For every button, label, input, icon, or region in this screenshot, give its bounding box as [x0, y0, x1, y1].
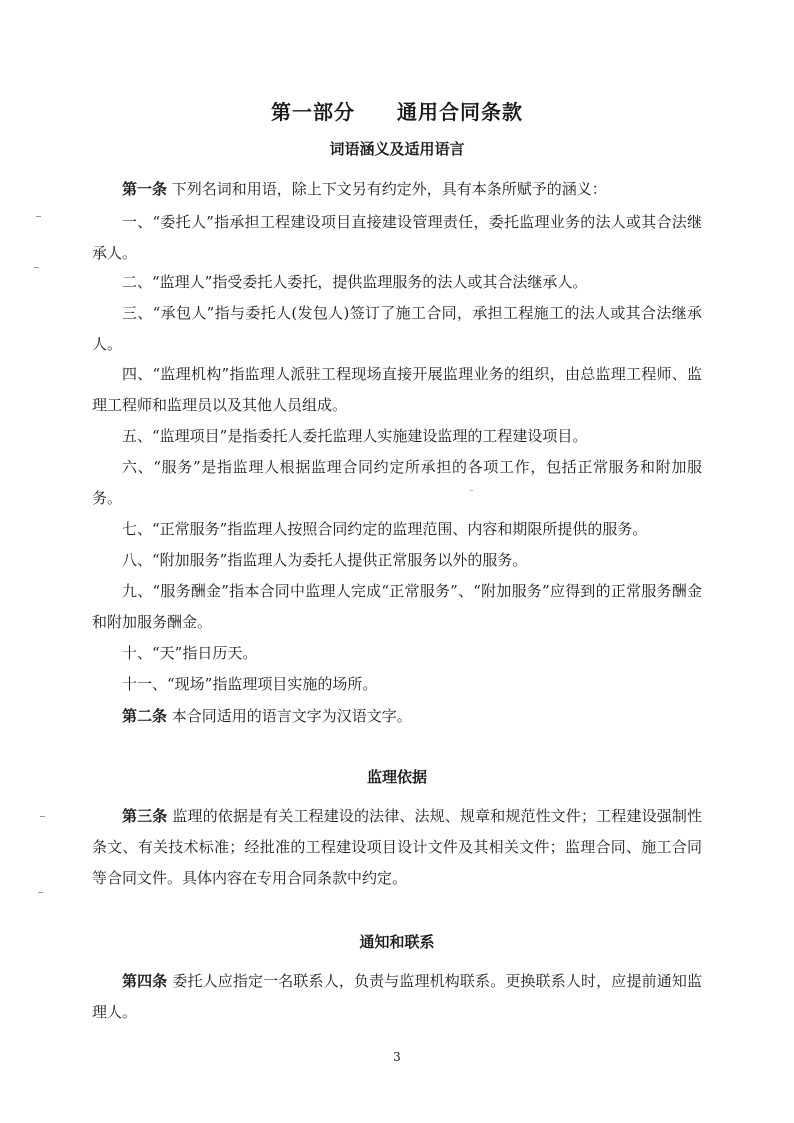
article-4-text: 委托人应指定一名联系人，负责与监理机构联系。更换联系人时，应提前通知监理人。 — [92, 972, 702, 1021]
scan-speck — [40, 816, 45, 817]
page-title: 第一部分 通用合同条款 — [271, 100, 523, 124]
article-3-label: 第三条 — [122, 807, 168, 825]
scan-speck — [36, 216, 41, 217]
article-4-paragraph — [92, 966, 702, 1028]
article-3-paragraph — [92, 801, 702, 894]
definition-6: 六、“服务”是指监理人根据监理合同约定所承担的各项工作，包括正常服务和附加服务。 — [92, 458, 702, 507]
section-heading-definitions: 词语涵义及适用语言 — [329, 140, 465, 158]
article-2-paragraph — [92, 701, 702, 732]
definition-10: 十、“天”指日历天。 — [122, 644, 258, 662]
article-1-text: 下列名词和用语，除上下文另有约定外，具有本条所赋予的涵义： — [167, 180, 607, 198]
definition-1: 一、“委托人”指承担工程建设项目直接建设管理责任，委托监理业务的法人或其合法继承人。 — [92, 213, 702, 262]
scan-speck — [470, 490, 473, 491]
scan-speck — [38, 892, 43, 893]
article-2-text: 本合同适用的语言文字为汉语文字。 — [167, 707, 412, 725]
page-number: 3 — [393, 1050, 401, 1064]
definition-11: 十一、“现场”指监理项目实施的场所。 — [122, 675, 378, 693]
scan-speck — [34, 267, 39, 268]
article-1-label: 第一条 — [122, 180, 168, 198]
definition-7: 七、“正常服务”指监理人按照合同约定的监理范围、内容和期限所提供的服务。 — [122, 520, 648, 538]
article-2-label: 第二条 — [122, 707, 168, 725]
definition-8: 八、“附加服务”指监理人为委托人提供正常服务以外的服务。 — [122, 551, 528, 569]
definition-3: 三、“承包人”指与委托人(发包人)签订了施工合同，承担工程施工的法人或其合法继承人。 — [92, 304, 702, 353]
article-3-text: 监理的依据是有关工程建设的法律、法规、规章和规范性文件；工程建设强制性条文、有关技术标准；经批准的工程建设项目设计文件及其相关文件；监理合同、施工合同等合同文件。具体内容在专用合同条款中约定。 — [92, 807, 702, 887]
definition-4: 四、“监理机构”指监理人派驻工程现场直接开展监理业务的组织，由总监理工程师、监理工程师和监理员以及其他人员组成。 — [92, 365, 702, 414]
definition-5: 五、“监理项目”是指委托人委托监理人实施建设监理的工程建设项目。 — [122, 427, 588, 445]
definition-9: 九、“服务酬金”指本合同中监理人完成“正常服务”、“附加服务”应得到的正常服务酬金和附加服务酬金。 — [92, 582, 702, 631]
section-heading-basis: 监理依据 — [366, 768, 427, 786]
section-heading-notice: 通知和联系 — [359, 933, 435, 951]
article-4-label: 第四条 — [122, 972, 168, 990]
definition-2: 二、“监理人”指受委托人委托，提供监理服务的法人或其合法继承人。 — [122, 273, 588, 291]
article-1-paragraph — [92, 174, 702, 205]
